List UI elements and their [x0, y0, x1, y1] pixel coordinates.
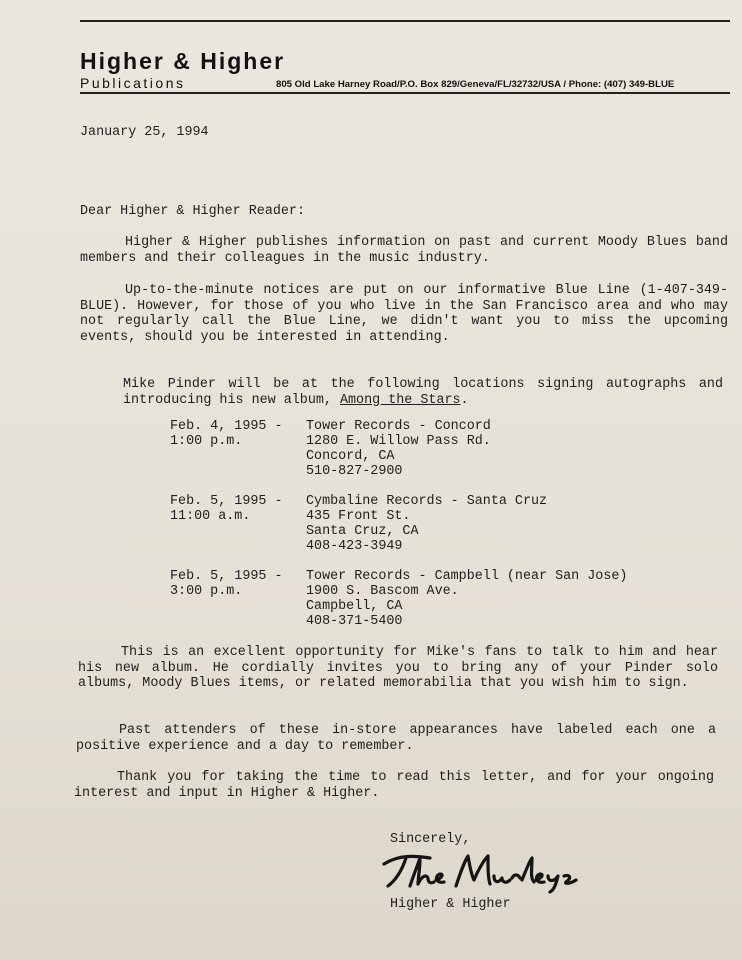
letterhead-subtitle: Publications	[80, 75, 186, 91]
event-street: 435 Front St.	[306, 509, 411, 524]
announcement-text: Mike Pinder will be at the following locations signing autographs and introducing his new album,	[123, 377, 723, 408]
event-street: 1280 E. Willow Pass Rd.	[306, 434, 491, 449]
event-time: 3:00 p.m.	[170, 584, 243, 599]
signoff: Higher & Higher	[390, 897, 511, 912]
event-date: Feb. 4, 1995 -	[170, 419, 283, 434]
event-venue: Tower Records - Campbell (near San Jose)	[306, 569, 628, 584]
paragraph-blue-line: Up-to-the-minute notices are put on our informative Blue Line (1-407-349-BLUE). However, for those of you who live in the San Francisco area and who may not regularly call the Blue Line, we didn't want you to miss the upcoming events, should you be interested in attending.	[80, 283, 728, 345]
event-phone: 510-827-2900	[306, 464, 403, 479]
signature-image	[380, 848, 580, 894]
paragraph-opportunity: This is an excellent opportunity for Mike's fans to talk to him and hear his new album. He cordially invites you to bring any of your Pinder solo albums, Moody Blues items, or related memorabilia that you wish him to sign.	[78, 645, 718, 691]
letterhead-address: 805 Old Lake Harney Road/P.O. Box 829/Geneva/FL/32732/USA / Phone: (407) 349-BLUE	[276, 79, 675, 90]
event-city: Concord, CA	[306, 449, 395, 464]
event-time: 1:00 p.m.	[170, 434, 243, 449]
event-city: Santa Cruz, CA	[306, 524, 419, 539]
announcement-end: .	[460, 392, 469, 408]
paragraph-past-attenders: Past attenders of these in-store appearances have labeled each one a positive experience and a day to remember.	[76, 723, 716, 754]
paragraph-announcement	[123, 377, 723, 408]
letter-date: January 25, 1994	[80, 125, 209, 140]
event-phone: 408-423-3949	[306, 539, 403, 554]
letterhead-bottom-rule	[80, 92, 730, 94]
album-title: Among the Stars	[339, 392, 461, 408]
event-venue: Tower Records - Concord	[306, 419, 491, 434]
letterhead-title: Higher & Higher	[80, 48, 286, 74]
event-city: Campbell, CA	[306, 599, 403, 614]
paragraph-thank-you: Thank you for taking the time to read this letter, and for your ongoing interest and input in Higher & Higher.	[74, 770, 714, 801]
letterhead-top-rule	[80, 20, 730, 22]
event-venue: Cymbaline Records - Santa Cruz	[306, 494, 548, 509]
event-time: 11:00 a.m.	[170, 509, 251, 524]
event-phone: 408-371-5400	[306, 614, 403, 629]
paragraph-intro: Higher & Higher publishes information on past and current Moody Blues band members and their colleagues in the music industry.	[80, 235, 728, 266]
event-date: Feb. 5, 1995 -	[170, 569, 283, 584]
event-street: 1900 S. Bascom Ave.	[306, 584, 459, 599]
event-date: Feb. 5, 1995 -	[170, 494, 283, 509]
closing: Sincerely,	[390, 832, 471, 847]
salutation: Dear Higher & Higher Reader:	[80, 204, 305, 219]
